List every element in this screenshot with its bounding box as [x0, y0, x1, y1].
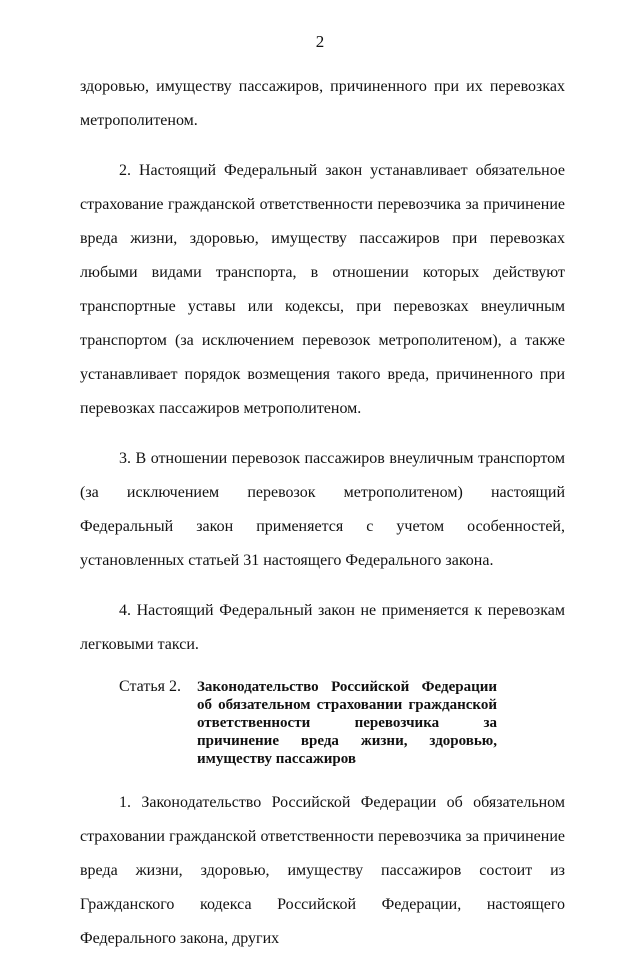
article-title: Законодательство Российской Федерации об обязательном страховании гражданской ответственности перевозчика за причинение вреда жизни, здоровью, имуществу пассажиров	[197, 679, 497, 767]
paragraph-3: 3. В отношении перевозок пассажиров внеуличным транспортом (за исключением перевозок метрополитеном) настоящий Федеральный закон применяется с учетом особенностей, установленных статьей 31 настоящего Федерального закона.	[80, 450, 565, 569]
article-label: Статья 2.	[119, 678, 181, 695]
paragraph-4: 4. Настоящий Федеральный закон не применяется к перевозкам легковыми такси.	[80, 602, 565, 653]
paragraph-article2-1: 1. Законодательство Российской Федерации об обязательном страховании гражданской ответственности перевозчика за причинение вреда жизни, здоровью, имуществу пассажиров состоит из Гражданского кодекса Российской Федерации, настоящего Федерального закона, других	[80, 794, 565, 947]
paragraph-continuation: здоровью, имуществу пассажиров, причиненного при их перевозках метрополитеном.	[80, 78, 565, 129]
page-number: 2	[315, 32, 325, 51]
document-body	[80, 70, 565, 972]
paragraph-2: 2. Настоящий Федеральный закон устанавливает обязательное страхование гражданской ответственности перевозчика за причинение вреда жизни, здоровью, имуществу пассажиров при перевозках любыми видами транспорта, в отношении которых действуют транспортные уставы или кодексы, при перевозках внеуличным транспортом (за исключением перевозок метрополитеном), а также устанавливает порядок возмещения такого вреда, причиненного при перевозках пассажиров метрополитеном.	[80, 162, 565, 417]
article-heading	[80, 678, 565, 768]
